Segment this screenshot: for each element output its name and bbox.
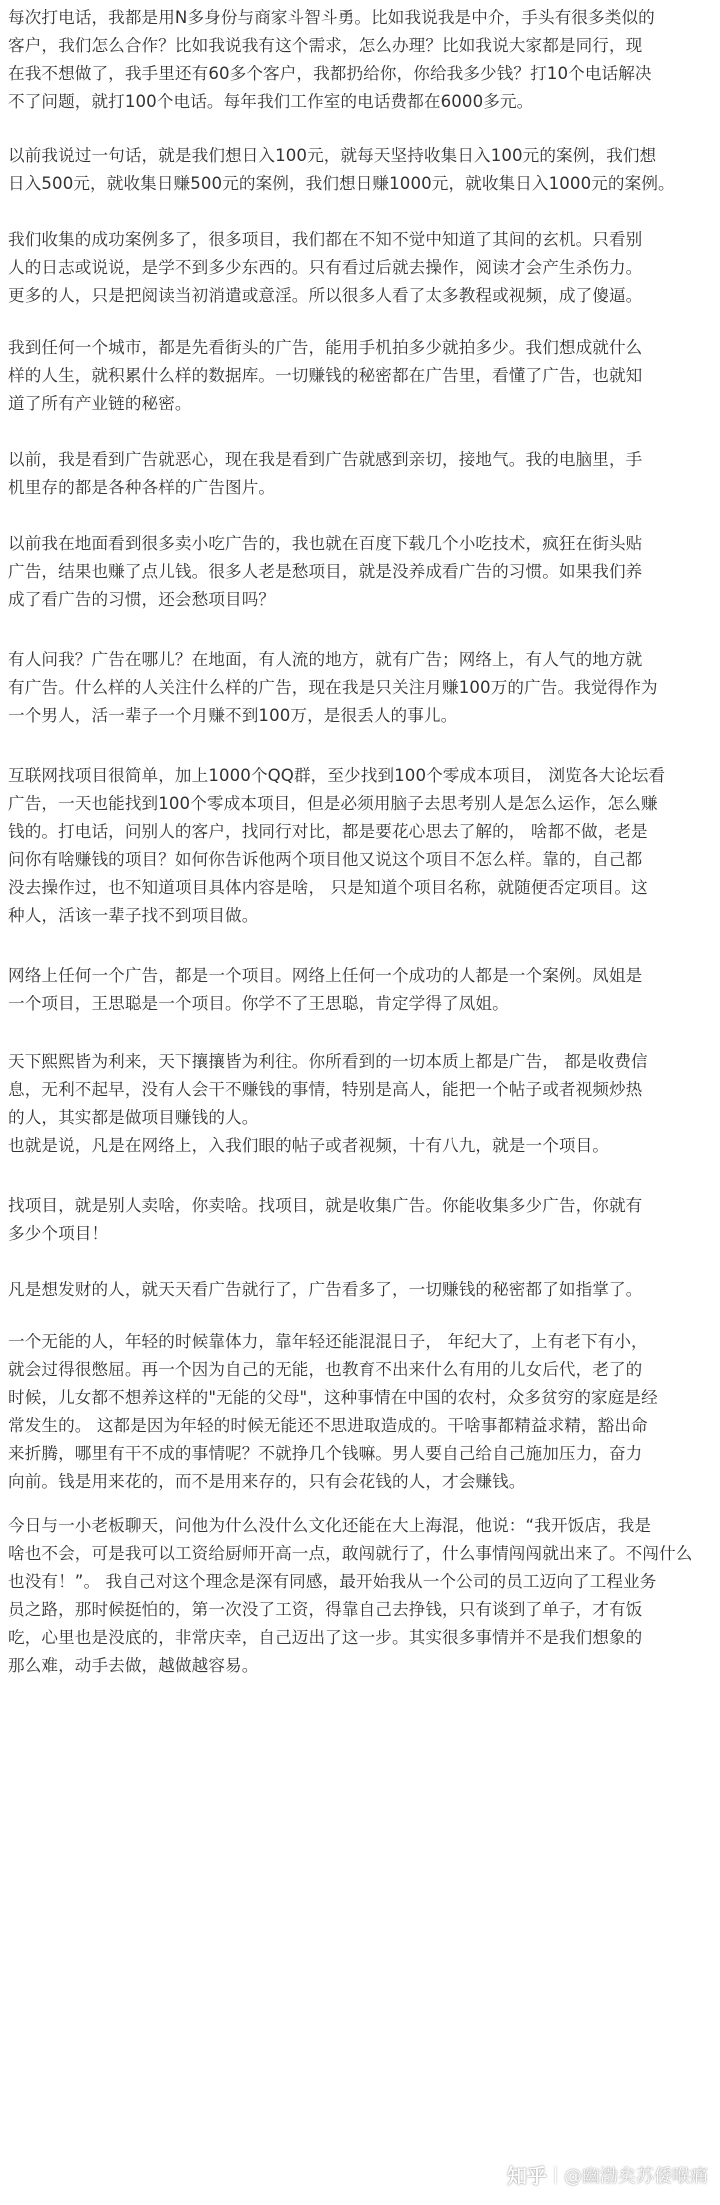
article-paragraph: 凡是想发财的人，就天天看广告就行了，广告看多了，一切赚钱的秘密都了如指掌了。 (8, 1280, 643, 1299)
article-paragraph: 每次打电话，我都是用N多身份与商家斗智斗勇。比如我说我是中介，手头有很多类似的 客户，我们怎么合作？比如我说我有这个需求，怎么办理？比如我说大家都是同行，现 在我不想做了，我手里还有60多个客户，我都扔给你，你给我多少钱？打10个电话解决 不了问题，就打100个电话。每年我们工作室的电话费都在6000多元。 (8, 8, 655, 111)
article-paragraph: 互联网找项目很简单，加上1000个QQ群，至少找到100个零成本项目， 浏览各大论坛看 广告，一天也能找到100个零成本项目，但是必须用脑子去思考别人是怎么运作，怎么赚 钱的。打电话，问别人的客户，找同行对比，都是要花心思去了解的， 啥都不做，老是 问你有啥赚钱的项目？如何你告诉他两个项目他又说这个项目不怎么样。靠的，自己都 没去操作过，也不知道项目具体内容是啥， 只是知道个项目名称，就随便否定项目。这 种人，活该一辈子找不到项目做。 (8, 766, 666, 925)
article-paragraph: 我们收集的成功案例多了，很多项目，我们都在不知不觉中知道了其间的玄机。只看别 人的日志或说说，是学不到多少东西的。只有看过后就去操作，阅读才会产生杀伤力。 更多的人，只是把阅读当初消遣或意淫。所以很多人看了太多教程或视频，成了傻逼。 (8, 230, 643, 305)
zhihu-logo-text: 知乎 (507, 2164, 547, 2188)
article-paragraph: 今日与一小老板聊天，问他为什么没什么文化还能在大上海混，他说：“我开饭店，我是 啥也不会，可是我可以工资给厨师开高一点，敢闯就行了，什么事情闯闯就出来了。不闯什么 也没有！”。 我自己对这个理念是深有同感，最开始我从一个公司的员工迈向了工程业务 员之路，那时候挺怕的，第一次没了工资，得靠自己去挣钱，只有谈到了单子，才有饭 吃，心里也是没底的，非常庆幸，自己迈出了这一步。其实很多事情并不是我们想象的 那么难，动手去做，越做越容易。 (8, 1516, 693, 1675)
article-paragraph: 天下熙熙皆为利来，天下攘攘皆为利往。你所看到的一切本质上都是广告， 都是收费信 息，无利不起早，没有人会干不赚钱的事情，特别是高人，能把一个帖子或者视频炒热 的人，其实都是做项目赚钱的人。 也就是说，凡是在网络上，入我们眼的帖子或者视频，十有八九，就是一个项目。 (8, 1052, 648, 1155)
article-paragraph: 以前我在地面看到很多卖小吃广告的，我也就在百度下载几个小吃技术，疯狂在街头贴 广告，结果也赚了点儿钱。很多人老是愁项目，就是没养成看广告的习惯。如果我们养 成了看广告的习惯，还会愁项目吗？ (8, 534, 643, 609)
article-paragraph: 一个无能的人，年轻的时候靠体力，靠年轻还能混混日子， 年纪大了，上有老下有小， 就会过得很憋屈。再一个因为自己的无能，也教育不出来什么有用的儿女后代，老了的 时候，儿女都不想养这样的"无能的父母"，这种事情在中国的农村，众多贫穷的家庭是经 常发生的。 这都是因为年轻的时候无能还不思进取造成的。干啥事都精益求精，豁出命 来折腾，哪里有干不成的事情呢？不就挣几个钱嘛。男人要自己给自己施加压力，奋力 向前。钱是用来花的，而不是用来存的，只有会花钱的人，才会赚钱。 (8, 1332, 658, 1491)
article-paragraph: 网络上任何一个广告，都是一个项目。网络上任何一个成功的人都是一个案例。凤姐是 一个项目，王思聪是一个项目。你学不了王思聪，肯定学得了凤姐。 (8, 966, 643, 1013)
article-paragraph: 以前，我是看到广告就恶心，现在我是看到广告就感到亲切，接地气。我的电脑里，手 机里存的都是各种各样的广告图片。 (8, 450, 643, 497)
zhihu-watermark (507, 2160, 708, 2189)
article-paragraph: 我到任何一个城市，都是先看街头的广告，能用手机拍多少就拍多少。我们想成就什么 样的人生，就积累什么样的数据库。一切赚钱的秘密都在广告里，看懂了广告，也就知 道了所有产业链的秘密。 (8, 338, 643, 413)
watermark-author: @幽渤矣苏倭喉痛 (564, 2165, 708, 2187)
article-paragraph: 以前我说过一句话，就是我们想日入100元，就每天坚持收集日入100元的案例，我们想 日入500元，就收集日赚500元的案例，我们想日赚1000元，就收集日入1000元的案例。 (8, 146, 675, 193)
article-paragraph: 有人问我？广告在哪儿？在地面，有人流的地方，就有广告；网络上，有人气的地方就 有广告。什么样的人关注什么样的广告，现在我是只关注月赚100万的广告。我觉得作为 一个男人，活一辈子一个月赚不到100万，是很丢人的事儿。 (8, 650, 658, 725)
divider-icon (555, 2166, 556, 2184)
article-paragraph: 找项目，就是别人卖啥，你卖啥。找项目，就是收集广告。你能收集多少广告，你就有 多少个项目！ (8, 1196, 643, 1243)
